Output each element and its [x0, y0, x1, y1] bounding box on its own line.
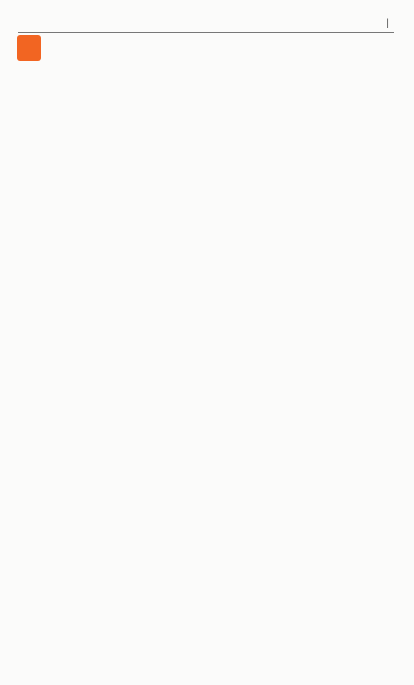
header-separator: | [386, 17, 389, 29]
logo-mark [17, 35, 41, 61]
book24-logo[interactable] [17, 33, 150, 73]
running-header [0, 17, 396, 29]
